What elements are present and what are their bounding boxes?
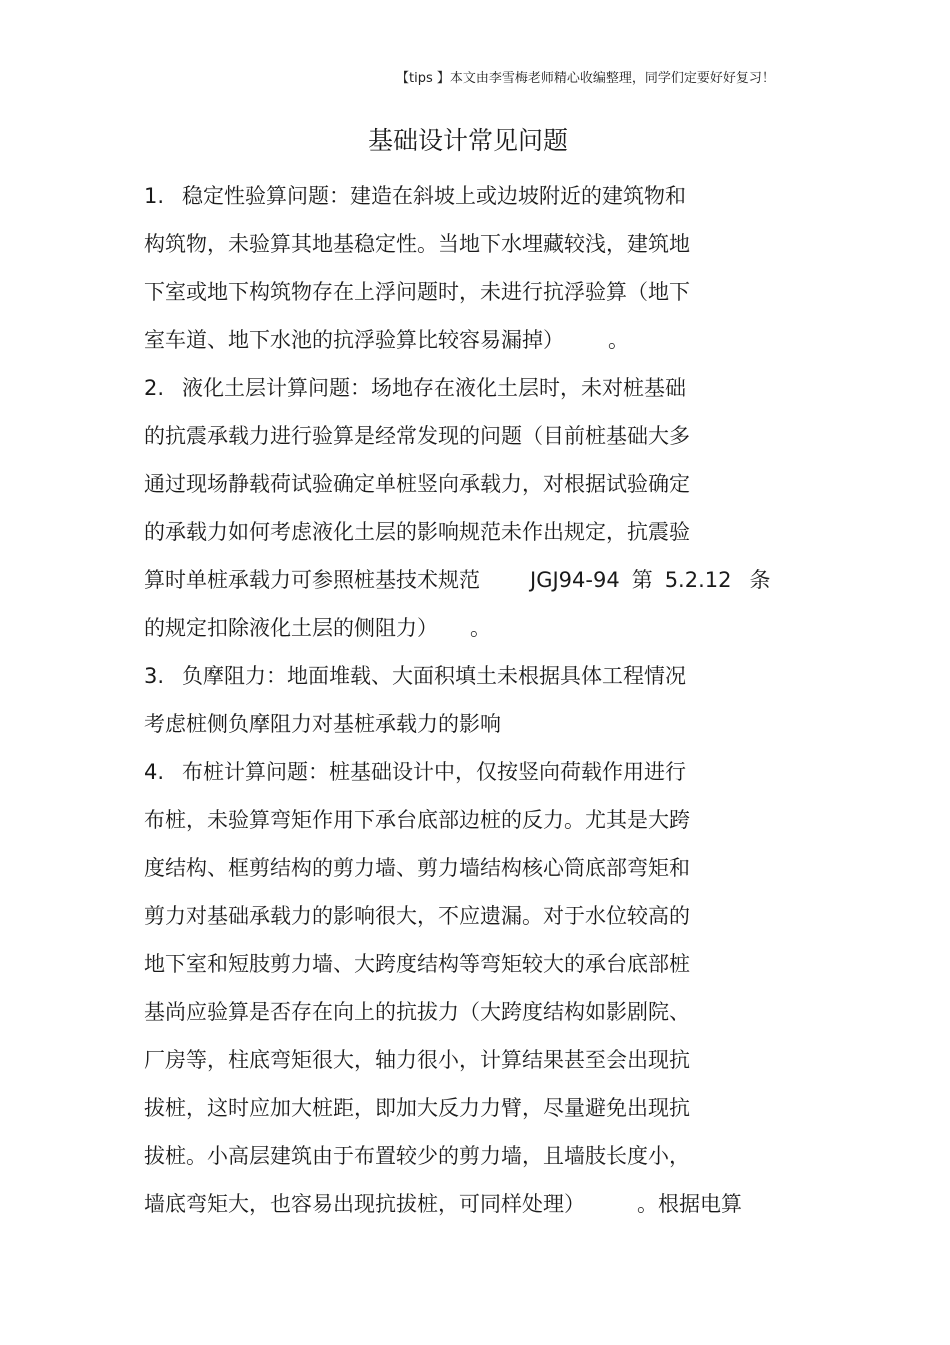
paragraph-line: 的承载力如何考虑液化土层的影响规范未作出规定，抗震验	[144, 520, 690, 544]
item-number: 4.	[144, 760, 165, 784]
paragraph-line: 地下室和短肢剪力墙、大跨度结构等弯矩较大的承台底部桩	[144, 952, 690, 976]
paragraph-line	[144, 1189, 742, 1219]
item-number: 3.	[144, 664, 165, 688]
standard-code: JGJ94-94	[530, 568, 620, 592]
paragraph-line	[144, 325, 629, 355]
clause-number: 5.2.12	[664, 568, 732, 592]
paragraph-line: 的抗震承载力进行验算是经常发现的问题（目前桩基础大多	[144, 424, 690, 448]
paragraph-line: 构筑物，未验算其地基稳定性。当地下水埋藏较浅，建筑地	[144, 232, 690, 256]
line-tail: 。	[470, 616, 491, 640]
paragraph-line: 拔桩。小高层建筑由于布置较少的剪力墙，且墙肢长度小，	[144, 1144, 690, 1168]
paragraph-line	[144, 181, 686, 211]
line-text: 的规定扣除液化土层的侧阻力）	[144, 616, 438, 640]
paragraph-line: 考虑桩侧负摩阻力对基桩承载力的影响	[144, 712, 501, 736]
paragraph-line: 度结构、框剪结构的剪力墙、剪力墙结构核心筒底部弯矩和	[144, 856, 690, 880]
line-text: 布桩计算问题：桩基础设计中，仅按竖向荷载作用进行	[182, 760, 686, 784]
paragraph-line	[144, 373, 686, 403]
page-title: 基础设计常见问题	[367, 126, 568, 155]
line-text: 第	[631, 568, 653, 592]
item-number: 1.	[144, 184, 165, 208]
line-text: 室车道、地下水池的抗浮验算比较容易漏掉）	[144, 328, 564, 352]
paragraph-line	[144, 565, 770, 595]
line-text: 稳定性验算问题：建造在斜坡上或边坡附近的建筑物和	[182, 184, 686, 208]
paragraph-line: 拔桩，这时应加大桩距，即加大反力力臂，尽量避免出现抗	[144, 1096, 690, 1120]
item-number: 2.	[144, 376, 165, 400]
paragraph-line: 基尚应验算是否存在向上的抗拔力（大跨度结构如影剧院、	[144, 1000, 690, 1024]
line-text: 负摩阻力：地面堆载、大面积填土未根据具体工程情况	[182, 664, 686, 688]
line-text: 墙底弯矩大，也容易出现抗拔桩，可同样处理）	[144, 1192, 585, 1216]
line-text: 条	[749, 568, 771, 592]
paragraph-line	[144, 613, 491, 643]
line-text: 算时单桩承载力可参照桩基技术规范	[144, 568, 480, 592]
paragraph-line: 剪力对基础承载力的影响很大，不应遗漏。对于水位较高的	[144, 904, 690, 928]
line-tail: 。	[608, 328, 629, 352]
paragraph-line	[144, 757, 686, 787]
tips-header: 【tips 】本文由李雪梅老师精心收编整理，同学们定要好好复习！	[396, 71, 775, 86]
paragraph-line: 通过现场静载荷试验确定单桩竖向承载力，对根据试验确定	[144, 472, 690, 496]
line-tail: 。根据电算	[637, 1192, 742, 1216]
paragraph-line	[144, 661, 686, 691]
paragraph-line: 布桩，未验算弯矩作用下承台底部边桩的反力。尤其是大跨	[144, 808, 690, 832]
line-text: 液化土层计算问题：场地存在液化土层时，未对桩基础	[182, 376, 686, 400]
paragraph-line: 下室或地下构筑物存在上浮问题时，未进行抗浮验算（地下	[144, 280, 690, 304]
paragraph-line: 厂房等，柱底弯矩很大，轴力很小，计算结果甚至会出现抗	[144, 1048, 690, 1072]
